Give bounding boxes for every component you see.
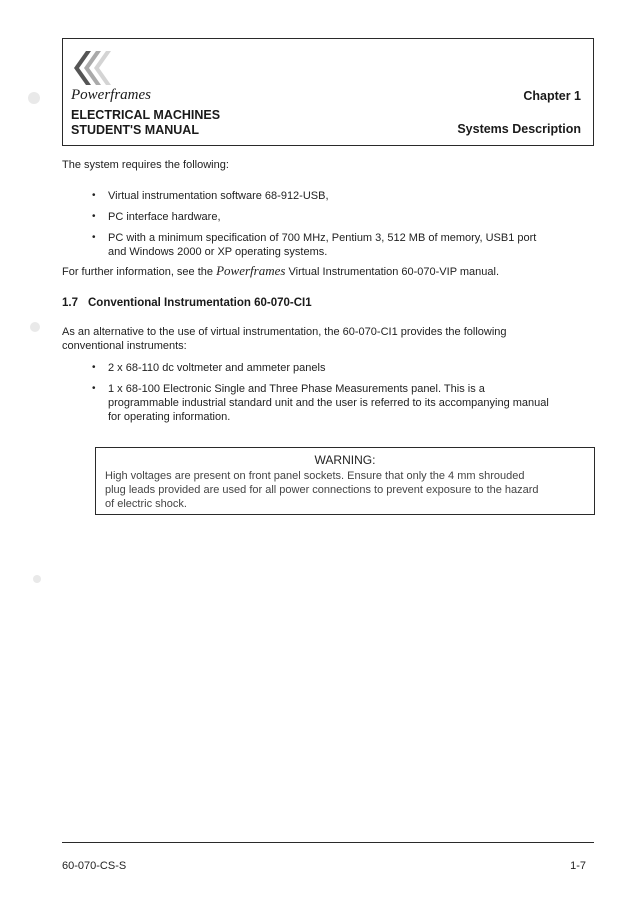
warning-line: of electric shock.: [105, 498, 187, 510]
scan-speck: [30, 322, 40, 332]
warning-line: High voltages are present on front panel sockets. Ensure that only the 4 mm shrouded: [105, 470, 525, 482]
warning-box: [95, 447, 595, 515]
powerframes-logo: [72, 48, 116, 88]
footer-rule: [62, 842, 594, 843]
scan-speck: [28, 92, 40, 104]
section-title: Systems Description: [457, 122, 581, 136]
header-box: [62, 38, 594, 146]
intro-text: The system requires the following:: [62, 159, 229, 171]
requirement-item: PC with a minimum specification of 700 MHz, Pentium 3, 512 MB of memory, USB1 port: [108, 232, 537, 244]
requirement-item: PC interface hardware,: [108, 211, 221, 223]
further-info: [62, 264, 499, 279]
further-info-brand: Powerframes: [216, 263, 286, 278]
section-intro-line2: conventional instruments:: [62, 340, 187, 352]
instrument-item: 2 x 68-110 dc voltmeter and ammeter panels: [108, 362, 326, 374]
instrument-item-continued: for operating information.: [108, 411, 231, 423]
bullet-icon: •: [92, 190, 96, 201]
section-intro-line1: As an alternative to the use of virtual instrumentation, the 60-070-CI1 provides the following: [62, 326, 507, 338]
manual-title-line2: STUDENT'S MANUAL: [71, 123, 199, 137]
manual-title-line1: ELECTRICAL MACHINES: [71, 108, 221, 122]
bullet-icon: •: [92, 232, 96, 243]
scan-speck: [33, 575, 41, 583]
section-number: 1.7: [62, 297, 78, 309]
instrument-item: 1 x 68-100 Electronic Single and Three Phase Measurements panel. This is a: [108, 383, 485, 395]
warning-text: [105, 469, 586, 511]
requirement-item: Virtual instrumentation software 68-912-USB,: [108, 190, 329, 202]
instrument-item-continued: programmable industrial standard unit and the user is referred to its accompanying manual: [108, 397, 549, 409]
section-heading: [62, 297, 312, 309]
further-info-suffix: Virtual Instrumentation 60-070-VIP manual.: [288, 266, 500, 278]
further-info-prefix: For further information, see the: [62, 266, 214, 278]
bullet-icon: •: [92, 383, 96, 394]
chapter-label: Chapter 1: [523, 89, 581, 103]
footer-page-number: 1-7: [570, 860, 586, 872]
warning-title: WARNING:: [314, 453, 376, 467]
requirement-item-continued: and Windows 2000 or XP operating systems.: [108, 246, 328, 258]
footer-doc-code: 60-070-CS-S: [62, 860, 127, 872]
bullet-icon: •: [92, 362, 96, 373]
warning-line: plug leads provided are used for all power connections to prevent exposure to the hazard: [105, 484, 539, 496]
bullet-icon: •: [92, 211, 96, 222]
brand-name: Powerframes: [71, 87, 151, 103]
section-heading-title: Conventional Instrumentation 60-070-CI1: [88, 297, 312, 309]
